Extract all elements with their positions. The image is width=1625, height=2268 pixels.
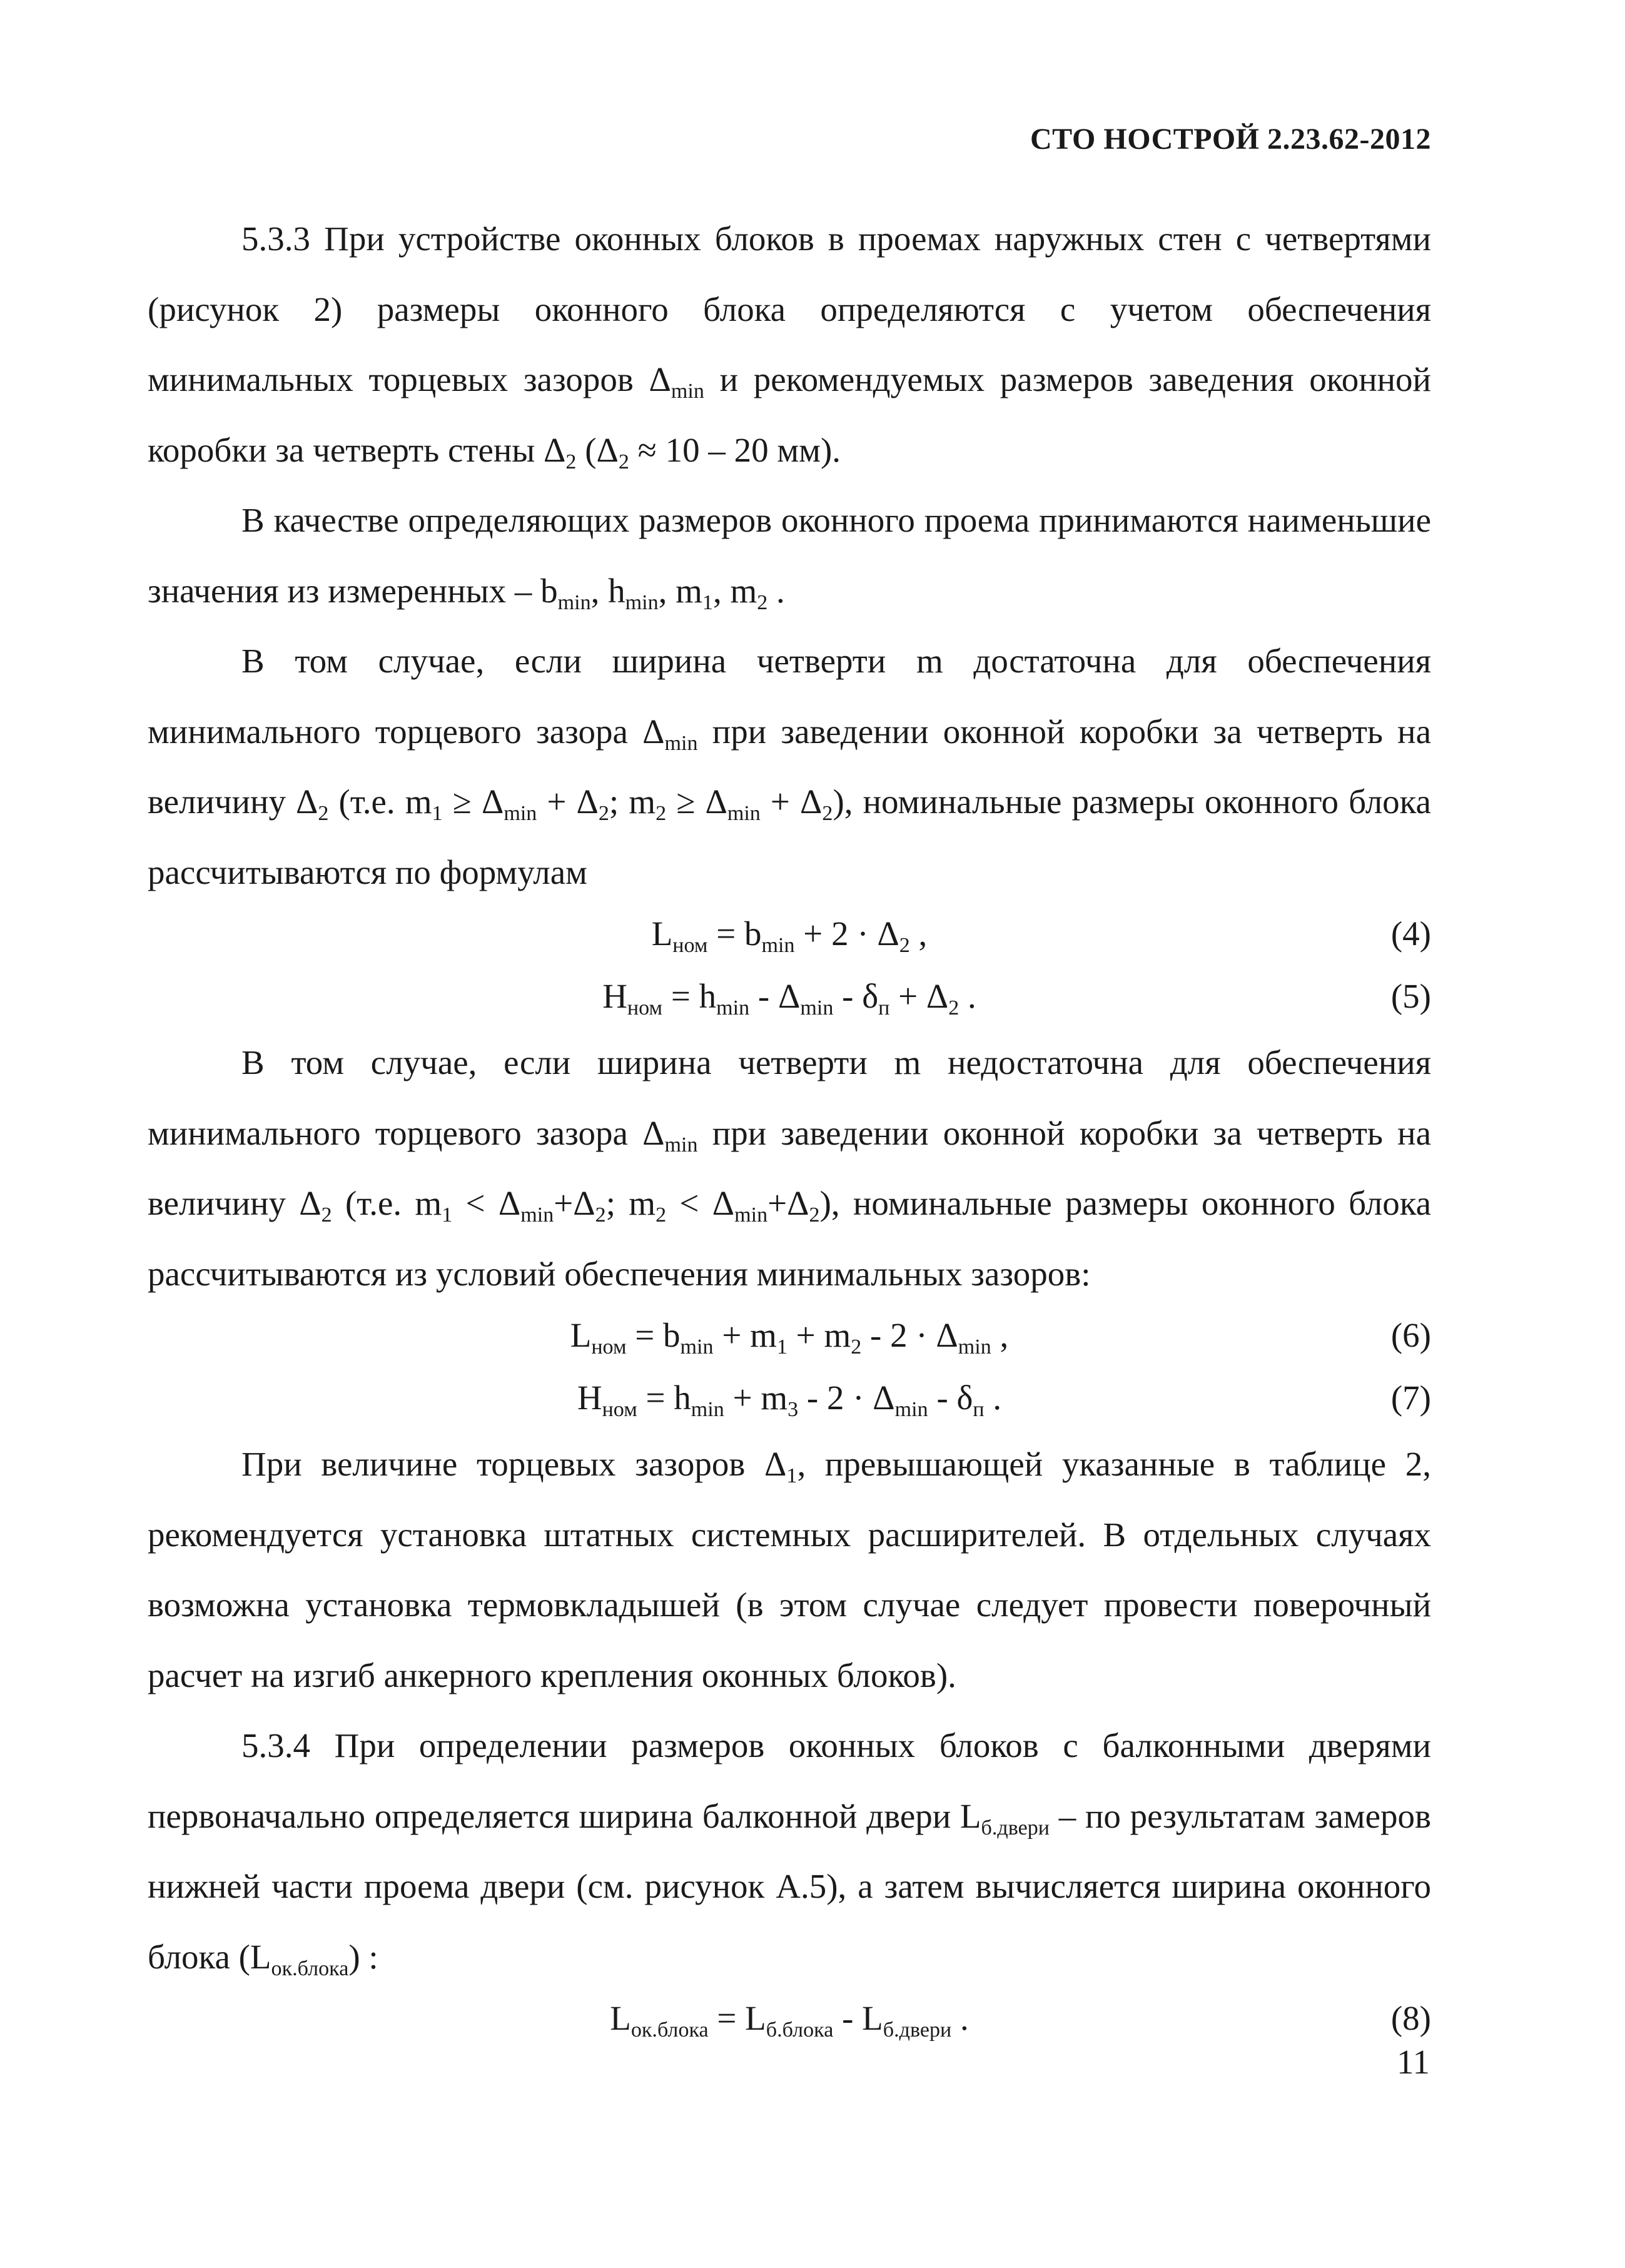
formula-7 [148,1367,1431,1429]
formula-8-expression: $L_{ок.блока} = L_{б.блока} - L_{б.двери}$ . [610,1999,969,2042]
paragraph-sufficient-quarter: В том случае, если ширина четверти m достаточна для обеспечения минимального торцевого зазора $\Delta_{min}$ при заведении оконной коробки за четверть на величину $\Delta_2$ (т.е. $m_1 \ge \Delta_{min} + \Delta_2$; $m_2 \ge \Delta_{min} + \Delta_2$), номинальные размеры оконного блока рассчитываются по формулам [148,642,1432,891]
formula-8 [148,1987,1431,2050]
page-number: 11 [1397,2043,1430,2081]
formula-8-number: (8) [1390,1999,1431,2037]
paragraph-5-3-3: 5.3.3 При устройстве оконных блоков в проемах наружных стен с четвертями (рисунок 2) размеры оконного блока определяются с учетом обеспечения минимальных торцевых зазоров $\Delta_{min}$ и рекомендуемых размеров заведения оконной коробки за четверть стены $\Delta_2$ ($\Delta_2 \approx 10 - 20$ мм). [148,220,1431,473]
formula-4 [148,903,1431,965]
formula-5 [148,965,1431,1028]
document-code-header: СТО НОСТРОЙ 2.23.62-2012 [1030,123,1431,156]
formula-6 [148,1304,1431,1367]
formula-5-number: (5) [1390,977,1431,1015]
document-body [148,204,1431,2050]
paragraph-expanders: При величине торцевых зазоров $\Delta_1$, превышающей указанные в таблице 2, рекомендуется установка штатных системных расширителей. В отдельных случаях возможна установка термовкладышей (в этом случае следует провести поверочный расчет на изгиб анкерного крепления оконных блоков). [148,1445,1431,1694]
formula-4-number: (4) [1390,914,1431,953]
paragraph-5-3-4: 5.3.4 При определении размеров оконных блоков с балконными дверями первоначально определяется ширина балконной двери $L_{б.двери}$ – по результатам замеров нижней части проема двери (см. рисунок А.5), а затем вычисляется ширина оконного блока $(L_{ок.блока})$ : [148,1726,1431,1980]
paragraph-defining-sizes: В качестве определяющих размеров оконного проема принимаются наименьшие значения из измеренных – $b_{min}$, $h_{min}$, $m_1$, $m_2$ . [148,501,1431,614]
formula-7-number: (7) [1390,1379,1431,1417]
formula-7-expression: $H_{ном} = h_{min} + m_3 - 2 \cdot \Delta_{min} - \delta_п$ . [577,1379,1002,1421]
paragraph-insufficient-quarter: В том случае, если ширина четверти m недостаточна для обеспечения минимального торцевого зазора $\Delta_{min}$ при заведении оконной коробки за четверть на величину $\Delta_2$ (т.е. $m_1 < \Delta_{min}+\Delta_2$; $m_2 < \Delta_{min}+\Delta_2$), номинальные размеры оконного блока рассчитываются из условий обеспечения минимальных зазоров: [148,1043,1432,1293]
formula-6-expression: $L_{ном} = b_{min} + m_1 + m_2 - 2 \cdot \Delta_{min}$ , [570,1316,1009,1359]
formula-4-expression: $L_{ном} = b_{min} + 2 \cdot \Delta_2$ , [651,914,928,957]
formula-5-expression: $H_{ном} = h_{min} - \Delta_{min} - \delta_п + \Delta_2$ . [602,977,976,1020]
formula-6-number: (6) [1390,1316,1431,1354]
